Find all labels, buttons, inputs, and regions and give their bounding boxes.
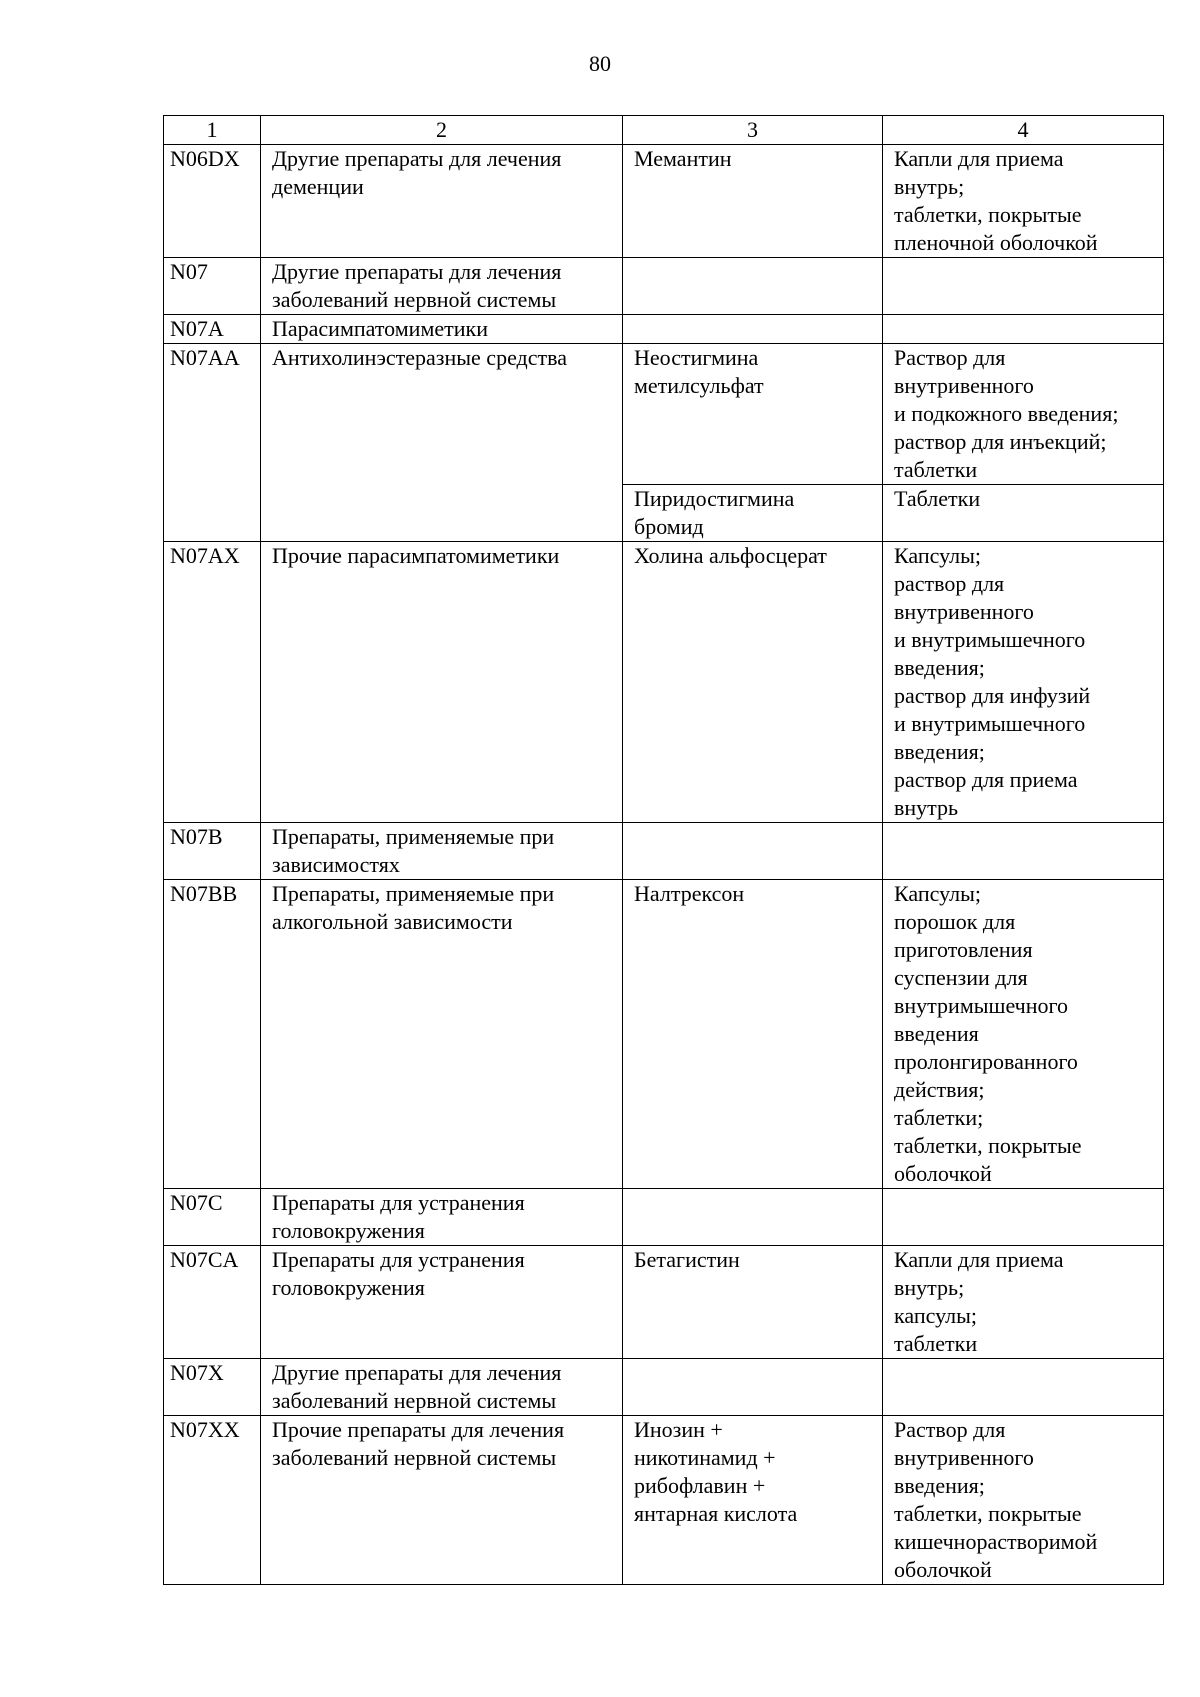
drug-name-cell	[623, 145, 883, 258]
group-name-cell-line: головокружения	[272, 1275, 425, 1300]
dosage-form-cell-line: введения;	[894, 1473, 985, 1498]
group-name-cell-line: Прочие препараты для лечения	[272, 1417, 565, 1442]
drug-name-cell-line: рибофлавин +	[634, 1473, 766, 1498]
table-row	[164, 1189, 1164, 1246]
group-name-cell	[261, 823, 623, 880]
drug-name-cell-line: янтарная кислота	[634, 1501, 798, 1526]
dosage-form-cell	[883, 542, 1164, 823]
drug-name-cell	[623, 344, 883, 485]
dosage-form-cell-line: суспензии для	[894, 965, 1028, 990]
dosage-form-cell-line: приготовления	[894, 937, 1033, 962]
atc-code-cell: N07AX	[164, 542, 261, 823]
dosage-form-cell-line: раствор для	[894, 571, 1005, 596]
atc-code-cell: N07BB	[164, 880, 261, 1189]
dosage-form-cell-line: таблетки	[894, 457, 978, 482]
drug-name-cell	[623, 1189, 883, 1246]
group-name-cell-line: головокружения	[272, 1218, 425, 1243]
dosage-form-cell-line: Капли для приема	[894, 1247, 1064, 1272]
atc-code-cell: N07	[164, 258, 261, 315]
group-name-cell-line: Препараты, применяемые при	[272, 824, 555, 849]
group-name-cell-line: Прочие парасимпатомиметики	[272, 543, 560, 568]
dosage-form-cell-line: оболочкой	[894, 1161, 992, 1186]
group-name-cell	[261, 1416, 623, 1585]
dosage-form-cell	[883, 1189, 1164, 1246]
dosage-form-cell	[883, 823, 1164, 880]
dosage-form-cell-line: внутривенного	[894, 373, 1034, 398]
dosage-form-cell-line: Таблетки	[894, 486, 981, 511]
header-col-4: 4	[883, 116, 1164, 145]
table-row	[164, 1416, 1164, 1585]
group-name-cell	[261, 542, 623, 823]
atc-code-cell: N07AA	[164, 344, 261, 542]
drug-name-cell	[623, 823, 883, 880]
dosage-form-cell-line: таблетки	[894, 1331, 978, 1356]
dosage-form-cell-line: внутривенного	[894, 599, 1034, 624]
dosage-form-cell-line: и внутримышечного	[894, 711, 1086, 736]
atc-code-cell: N07A	[164, 315, 261, 344]
atc-code-cell: N07XX	[164, 1416, 261, 1585]
group-name-cell-line: заболеваний нервной системы	[272, 1388, 557, 1413]
drug-name-cell-line: никотинамид +	[634, 1445, 776, 1470]
group-name-cell-line: Другие препараты для лечения	[272, 1360, 562, 1385]
drug-name-cell-line: Бетагистин	[634, 1247, 740, 1272]
table-row	[164, 315, 1164, 344]
dosage-form-cell	[883, 1246, 1164, 1359]
dosage-form-cell-line: капсулы;	[894, 1303, 977, 1328]
group-name-cell-line: заболеваний нервной системы	[272, 1445, 557, 1470]
drug-name-cell-line: Мемантин	[634, 146, 732, 171]
drug-name-cell	[623, 485, 883, 542]
dosage-form-cell	[883, 344, 1164, 485]
group-name-cell-line: Препараты для устранения	[272, 1247, 525, 1272]
group-name-cell-line: зависимостях	[272, 852, 400, 877]
group-name-cell	[261, 1189, 623, 1246]
atc-code-cell: N07C	[164, 1189, 261, 1246]
dosage-form-cell-line: внутримышечного	[894, 993, 1068, 1018]
dosage-form-cell-line: действия;	[894, 1077, 985, 1102]
dosage-form-cell-line: пленочной оболочкой	[894, 230, 1098, 255]
group-name-cell-line: Антихолинэстеразные средства	[272, 345, 567, 370]
dosage-form-cell-line: внутривенного	[894, 1445, 1034, 1470]
table-row	[164, 258, 1164, 315]
drug-name-cell-line: Холина альфосцерат	[634, 543, 827, 568]
drug-name-cell-line: бромид	[634, 514, 704, 539]
table-body	[164, 145, 1164, 1585]
dosage-form-cell-line: кишечнорастворимой	[894, 1529, 1098, 1554]
dosage-form-cell-line: и внутримышечного	[894, 627, 1086, 652]
group-name-cell-line: Другие препараты для лечения	[272, 146, 562, 171]
group-name-cell	[261, 1246, 623, 1359]
dosage-form-cell-line: раствор для приема	[894, 767, 1078, 792]
dosage-form-cell	[883, 485, 1164, 542]
group-name-cell	[261, 880, 623, 1189]
drug-name-cell	[623, 542, 883, 823]
group-name-cell	[261, 145, 623, 258]
dosage-form-cell	[883, 1359, 1164, 1416]
table-row	[164, 1359, 1164, 1416]
drug-name-cell	[623, 315, 883, 344]
group-name-cell-line: Препараты, применяемые при	[272, 881, 555, 906]
drug-name-cell	[623, 1416, 883, 1585]
group-name-cell	[261, 344, 623, 542]
drug-name-cell-line: Пиридостигмина	[634, 486, 795, 511]
page-number: 80	[589, 51, 611, 76]
drug-name-cell	[623, 880, 883, 1189]
dosage-form-cell	[883, 1416, 1164, 1585]
dosage-form-cell-line: пролонгированного	[894, 1049, 1078, 1074]
dosage-form-cell	[883, 145, 1164, 258]
group-name-cell-line: деменции	[272, 174, 364, 199]
header-col-3: 3	[623, 116, 883, 145]
table-row	[164, 145, 1164, 258]
dosage-form-cell-line: оболочкой	[894, 1557, 992, 1582]
atc-code-cell: N07B	[164, 823, 261, 880]
dosage-form-cell-line: Капли для приема	[894, 146, 1064, 171]
dosage-form-cell-line: таблетки, покрытые	[894, 1501, 1082, 1526]
drug-name-cell	[623, 1246, 883, 1359]
dosage-form-cell-line: таблетки, покрытые	[894, 202, 1082, 227]
atc-code-cell: N07X	[164, 1359, 261, 1416]
dosage-form-cell-line: раствор для инъекций;	[894, 429, 1107, 454]
group-name-cell-line: заболеваний нервной системы	[272, 287, 557, 312]
dosage-form-cell-line: таблетки;	[894, 1105, 984, 1130]
dosage-form-cell	[883, 880, 1164, 1189]
dosage-form-cell-line: введения;	[894, 739, 985, 764]
drug-table	[163, 115, 1164, 1585]
drug-name-cell	[623, 1359, 883, 1416]
dosage-form-cell-line: раствор для инфузий	[894, 683, 1091, 708]
dosage-form-cell-line: Капсулы;	[894, 543, 982, 568]
dosage-form-cell-line: введения	[894, 1021, 979, 1046]
dosage-form-cell-line: внутрь;	[894, 174, 965, 199]
drug-name-cell	[623, 258, 883, 315]
dosage-form-cell-line: и подкожного введения;	[894, 401, 1119, 426]
table-row	[164, 344, 1164, 485]
dosage-form-cell-line: введения;	[894, 655, 985, 680]
atc-code-cell: N07CA	[164, 1246, 261, 1359]
group-name-cell	[261, 1359, 623, 1416]
drug-name-cell-line: метилсульфат	[634, 373, 764, 398]
dosage-form-cell	[883, 315, 1164, 344]
dosage-form-cell-line: Капсулы;	[894, 881, 982, 906]
group-name-cell-line: алкогольной зависимости	[272, 909, 513, 934]
table-row	[164, 823, 1164, 880]
dosage-form-cell-line: таблетки, покрытые	[894, 1133, 1082, 1158]
dosage-form-cell-line: порошок для	[894, 909, 1016, 934]
atc-code-cell: N06DX	[164, 145, 261, 258]
drug-name-cell-line: Неостигмина	[634, 345, 759, 370]
header-row	[164, 116, 1164, 145]
table-row	[164, 880, 1164, 1189]
header-col-2: 2	[261, 116, 623, 145]
dosage-form-cell-line: Раствор для	[894, 1417, 1006, 1442]
group-name-cell	[261, 315, 623, 344]
table-row	[164, 1246, 1164, 1359]
group-name-cell	[261, 258, 623, 315]
header-col-1: 1	[164, 116, 261, 145]
dosage-form-cell-line: внутрь;	[894, 1275, 965, 1300]
group-name-cell-line: Другие препараты для лечения	[272, 259, 562, 284]
group-name-cell-line: Препараты для устранения	[272, 1190, 525, 1215]
dosage-form-cell-line: Раствор для	[894, 345, 1006, 370]
table-row	[164, 542, 1164, 823]
drug-name-cell-line: Налтрексон	[634, 881, 745, 906]
dosage-form-cell-line: внутрь	[894, 795, 959, 820]
group-name-cell-line: Парасимпатомиметики	[272, 316, 488, 341]
dosage-form-cell	[883, 258, 1164, 315]
drug-name-cell-line: Инозин +	[634, 1417, 723, 1442]
